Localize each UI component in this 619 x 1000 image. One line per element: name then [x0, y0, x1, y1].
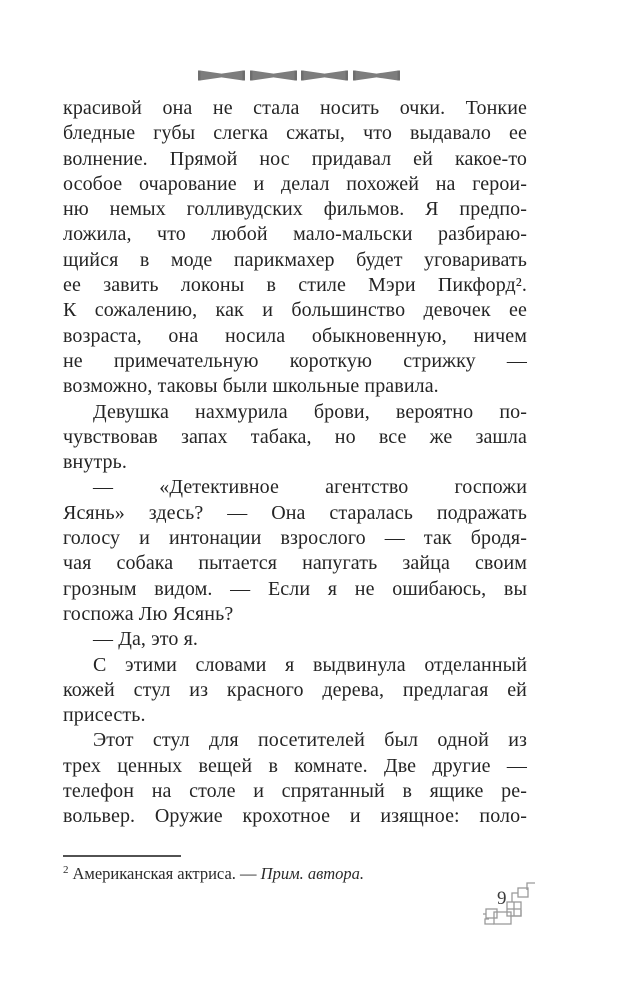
- meander-corner-ornament-icon: [483, 880, 541, 934]
- section-divider-ornament: [198, 70, 400, 81]
- divider-bar-icon: [250, 70, 297, 81]
- body-line: кожей стул из красного дерева, предлагая ей: [63, 678, 527, 701]
- footnote-attribution: Прим. автора.: [260, 864, 365, 883]
- body-line: не примечательную короткую стрижку —: [63, 349, 527, 372]
- body-line: К сожалению, как и большинство девочек ее: [63, 299, 527, 322]
- body-line: возраста, она носила обыкновенную, ничем: [63, 324, 527, 347]
- divider-bar-icon: [198, 70, 245, 81]
- body-line: ее завить локоны в стиле Мэри Пикфорд².: [63, 274, 527, 297]
- body-line: красивой она не стала носить очки. Тонкие: [63, 97, 527, 119]
- body-line: — «Детективное агентство госпожи: [93, 476, 527, 499]
- body-line: особое очарование и делал похожей на герои-: [63, 172, 527, 195]
- body-line: ню немых голливудских фильмов. Я предпо-: [63, 198, 527, 221]
- body-line: Этот стул для посетителей был одной из: [93, 729, 527, 752]
- body-line: внутрь.: [63, 451, 127, 474]
- body-line: голосу и интонации взрослого — так бродя-: [63, 527, 527, 550]
- body-line: ложила, что любой мало-мальски разбираю-: [63, 223, 527, 246]
- body-line: — Да, это я.: [93, 628, 198, 651]
- body-line: присесть.: [63, 704, 146, 727]
- body-line: возможно, таковы были школьные правила.: [63, 375, 439, 398]
- footnote-text: Американская актриса. —: [72, 864, 261, 883]
- divider-bar-icon: [353, 70, 400, 81]
- body-line: бледные губы слегка сжаты, что выдавало ее: [63, 122, 527, 145]
- footnote-marker: 2: [63, 863, 69, 876]
- footnote: [63, 863, 527, 885]
- body-line: Девушка нахмурила брови, вероятно по-: [93, 400, 527, 423]
- body-line: трех ценных вещей в комнате. Две другие —: [63, 754, 527, 777]
- page-number: 9: [497, 888, 507, 909]
- body-text: [63, 96, 527, 830]
- body-line: чувствовав запах табака, но все же зашла: [63, 425, 527, 448]
- body-line: грозным видом. — Если я не ошибаюсь, вы: [63, 577, 527, 600]
- body-line: щийся в моде парикмахер будет уговаривать: [63, 248, 527, 271]
- footnote-separator: [63, 855, 181, 857]
- body-line: чая собака пытается напугать зайца своим: [63, 552, 527, 575]
- body-line: Ясянь» здесь? — Она старалась подражать: [63, 501, 527, 524]
- divider-bar-icon: [301, 70, 348, 81]
- body-line: С этими словами я выдвинула отделанный: [93, 653, 527, 676]
- body-line: волнение. Прямой нос придавал ей какое-то: [63, 147, 527, 170]
- body-line: вольвер. Оружие крохотное и изящное: поло-: [63, 805, 527, 828]
- body-line: госпожа Лю Ясянь?: [63, 602, 234, 625]
- body-line: телефон на столе и спрятанный в ящике ре-: [63, 780, 527, 803]
